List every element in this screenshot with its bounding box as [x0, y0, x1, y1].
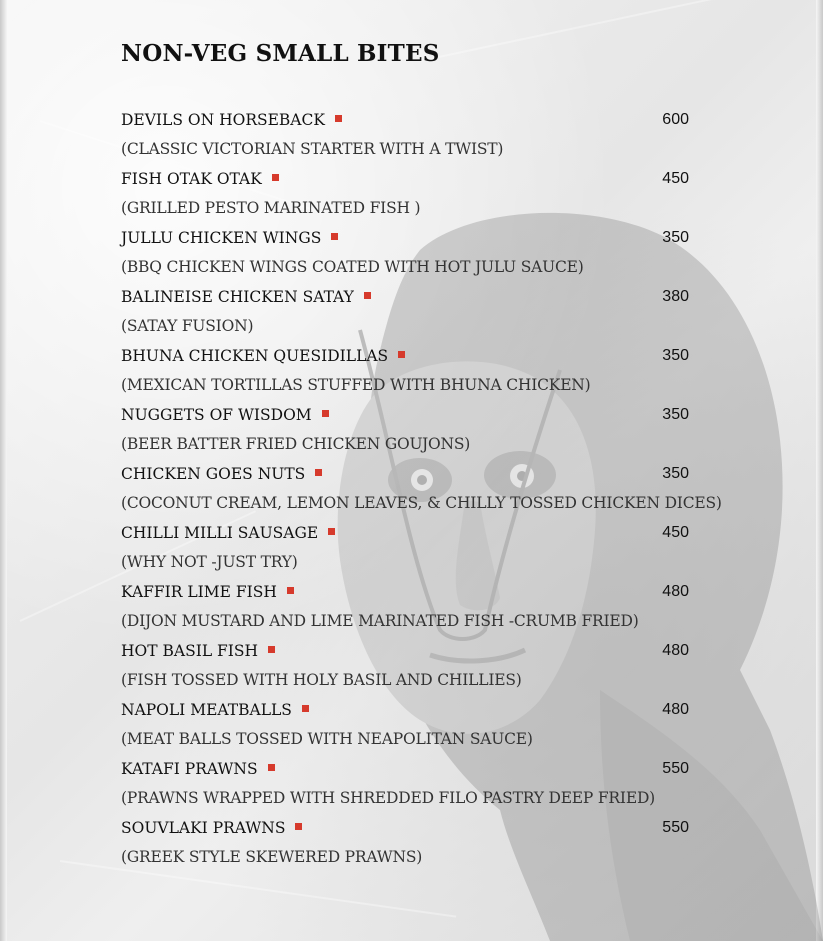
menu-item-row	[121, 164, 691, 193]
non-veg-marker-icon	[315, 469, 322, 476]
menu-item-price: 480	[662, 583, 689, 600]
menu-item-description: (MEAT BALLS TOSSED WITH NEAPOLITAN SAUCE)	[121, 730, 533, 748]
non-veg-marker-icon	[328, 528, 335, 535]
menu-item-row	[121, 223, 691, 252]
menu-item-name: FISH OTAK OTAK	[121, 169, 262, 188]
menu-item	[121, 636, 691, 695]
menu-item	[121, 518, 691, 577]
non-veg-marker-icon	[295, 823, 302, 830]
menu-item-description: (GREEK STYLE SKEWERED PRAWNS)	[121, 848, 423, 866]
menu-item-name: NUGGETS OF WISDOM	[121, 405, 312, 424]
menu-item	[121, 459, 722, 518]
menu-item-description: (CLASSIC VICTORIAN STARTER WITH A TWIST)	[121, 140, 504, 158]
menu-item-row	[121, 105, 691, 134]
menu-item-row	[121, 282, 691, 311]
menu-item	[121, 341, 691, 400]
menu-item-price: 480	[662, 701, 689, 718]
menu-item-price: 350	[662, 465, 689, 482]
menu-item-price: 380	[662, 288, 689, 305]
section-title: NON-VEG SMALL BITES	[121, 40, 440, 67]
menu-item-name: JULLU CHICKEN WINGS	[121, 228, 322, 247]
menu-item	[121, 400, 691, 459]
menu-item-row	[121, 695, 691, 724]
non-veg-marker-icon	[335, 115, 342, 122]
non-veg-marker-icon	[302, 705, 309, 712]
menu-item	[121, 754, 691, 813]
menu-item-description: (MEXICAN TORTILLAS STUFFED WITH BHUNA CHICKEN)	[121, 376, 591, 394]
menu-item-name: NAPOLI MEATBALLS	[121, 700, 292, 719]
menu-item	[121, 577, 691, 636]
menu-item-row	[121, 813, 691, 842]
non-veg-marker-icon	[331, 233, 338, 240]
non-veg-marker-icon	[272, 174, 279, 181]
menu-item-row	[121, 518, 691, 547]
menu-item	[121, 164, 691, 223]
menu-item-name: CHICKEN GOES NUTS	[121, 464, 306, 483]
menu-item-name: HOT BASIL FISH	[121, 641, 259, 660]
non-veg-marker-icon	[364, 292, 371, 299]
menu-item-description: (DIJON MUSTARD AND LIME MARINATED FISH -CRUMB FRIED)	[121, 612, 639, 630]
menu-item-row	[121, 577, 691, 606]
page-edge-left	[0, 0, 7, 941]
menu-item-name: SOUVLAKI PRAWNS	[121, 818, 286, 837]
non-veg-marker-icon	[398, 351, 405, 358]
menu-item-price: 480	[662, 642, 689, 659]
non-veg-marker-icon	[287, 587, 294, 594]
menu-item-name: BALINEISE CHICKEN SATAY	[121, 287, 354, 306]
menu-item-price: 350	[662, 229, 689, 246]
menu-item-name: KATAFI PRAWNS	[121, 759, 258, 778]
menu-item-row	[121, 636, 691, 665]
menu-section	[121, 40, 722, 872]
non-veg-marker-icon	[268, 764, 275, 771]
menu-item-row	[121, 754, 691, 783]
menu-item-description: (SATAY FUSION)	[121, 317, 254, 335]
non-veg-marker-icon	[268, 646, 275, 653]
menu-item-row	[121, 400, 691, 429]
menu-item	[121, 105, 691, 164]
menu-item	[121, 813, 691, 872]
non-veg-marker-icon	[322, 410, 329, 417]
menu-item-description: (WHY NOT -JUST TRY)	[121, 553, 298, 571]
menu-item-description: (GRILLED PESTO MARINATED FISH )	[121, 199, 421, 217]
menu-item-list	[121, 105, 722, 872]
menu-item-name: KAFFIR LIME FISH	[121, 582, 277, 601]
menu-item-price: 450	[662, 170, 689, 187]
menu-item-description: (PRAWNS WRAPPED WITH SHREDDED FILO PASTRY DEEP FRIED)	[121, 789, 656, 807]
menu-item-price: 600	[662, 111, 689, 128]
menu-item-price: 450	[662, 524, 689, 541]
menu-item-name: DEVILS ON HORSEBACK	[121, 110, 325, 129]
menu-item-price: 550	[662, 760, 689, 777]
menu-item-description: (BEER BATTER FRIED CHICKEN GOUJONS)	[121, 435, 471, 453]
menu-item-price: 550	[662, 819, 689, 836]
menu-item	[121, 282, 691, 341]
menu-item-price: 350	[662, 347, 689, 364]
menu-item-price: 350	[662, 406, 689, 423]
menu-item-name: CHILLI MILLI SAUSAGE	[121, 523, 319, 542]
menu-item	[121, 223, 691, 282]
menu-item-description: (BBQ CHICKEN WINGS COATED WITH HOT JULU SAUCE)	[121, 258, 584, 276]
menu-item	[121, 695, 691, 754]
menu-item-description: (COCONUT CREAM, LEMON LEAVES, & CHILLY TOSSED CHICKEN DICES)	[121, 494, 722, 512]
menu-item-description: (FISH TOSSED WITH HOLY BASIL AND CHILLIES)	[121, 671, 522, 689]
menu-item-name: BHUNA CHICKEN QUESIDILLAS	[121, 346, 389, 365]
menu-item-row	[121, 459, 691, 488]
menu-item-row	[121, 341, 691, 370]
